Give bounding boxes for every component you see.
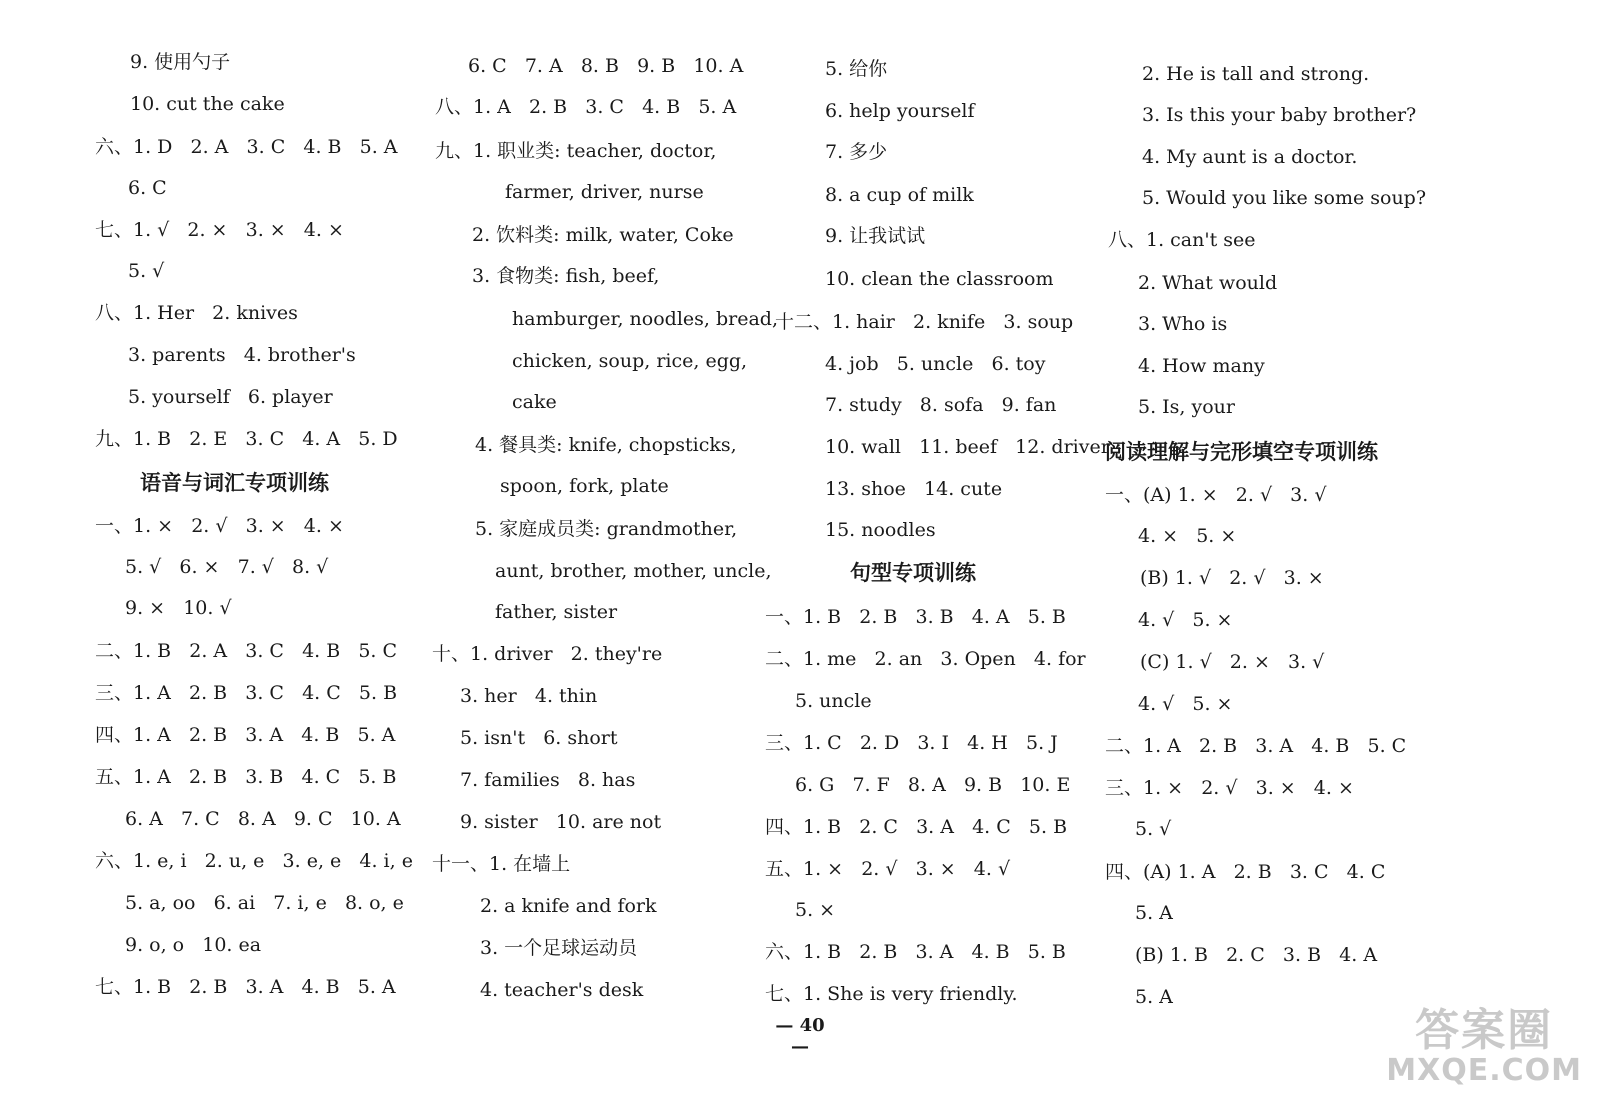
answer-line: 六、1. D 2. A 3. C 4. B 5. A: [95, 136, 398, 158]
answer-line: 四、1. A 2. B 3. A 4. B 5. A: [95, 724, 396, 746]
answer-line: hamburger, noodles, bread,: [512, 308, 778, 330]
answer-line: 3. 食物类: fish, beef,: [472, 265, 660, 287]
answer-line: 4. √ 5. ×: [1138, 693, 1233, 715]
answer-line: 2. a knife and fork: [480, 895, 657, 917]
section-heading: 语音与词汇专项训练: [140, 471, 329, 495]
answer-line: 15. noodles: [825, 519, 936, 541]
answer-line: 三、1. C 2. D 3. I 4. H 5. J: [765, 732, 1058, 754]
answer-line: chicken, soup, rice, egg,: [512, 350, 748, 372]
answer-line: 二、1. B 2. A 3. C 4. B 5. C: [95, 640, 398, 662]
answer-line: 三、1. A 2. B 3. C 4. C 5. B: [95, 682, 398, 704]
answer-line: 10. clean the classroom: [825, 268, 1054, 290]
answer-line: 5. √: [128, 260, 165, 282]
answer-line: 十、1. driver 2. they're: [432, 643, 663, 665]
answer-line: 5. yourself 6. player: [128, 386, 333, 408]
answer-line: 3. parents 4. brother's: [128, 344, 356, 366]
answer-line: cake: [512, 391, 557, 413]
answer-line: 4. My aunt is a doctor.: [1142, 146, 1358, 168]
watermark-url: MXQE.COM: [1386, 1053, 1582, 1088]
answer-line: (C) 1. √ 2. × 3. √: [1140, 651, 1325, 673]
answer-line: 二、1. A 2. B 3. A 4. B 5. C: [1105, 735, 1407, 757]
answer-line: 6. help yourself: [825, 100, 975, 122]
answer-line: 4. √ 5. ×: [1138, 609, 1233, 631]
answer-line: 5. 家庭成员类: grandmother,: [475, 518, 738, 540]
answer-line: 八、1. can't see: [1108, 229, 1256, 251]
answer-line: 五、1. A 2. B 3. B 4. C 5. B: [95, 766, 397, 788]
answer-line: 六、1. e, i 2. u, e 3. e, e 4. i, e: [95, 850, 413, 872]
answer-line: 5. Is, your: [1138, 396, 1235, 418]
answer-line: 5. a, oo 6. ai 7. i, e 8. o, e: [125, 892, 404, 914]
answer-line: 一、1. B 2. B 3. B 4. A 5. B: [765, 606, 1066, 628]
answer-line: 6. C 7. A 8. B 9. B 10. A: [468, 55, 744, 77]
answer-line: 5. √ 6. × 7. √ 8. √: [125, 556, 329, 578]
answer-line: 三、1. × 2. √ 3. × 4. ×: [1105, 777, 1354, 799]
section-heading: 句型专项训练: [850, 561, 976, 585]
answer-line: 十一、1. 在墙上: [432, 853, 571, 875]
answer-line: 5. A: [1135, 902, 1173, 924]
answer-line: 3. her 4. thin: [460, 685, 598, 707]
answer-line: 7. 多少: [825, 141, 888, 163]
answer-line: 十二、1. hair 2. knife 3. soup: [775, 311, 1074, 333]
answer-line: 九、1. 职业类: teacher, doctor,: [435, 140, 717, 162]
answer-line: 4. How many: [1138, 355, 1265, 377]
answer-line: 5. A: [1135, 986, 1173, 1008]
answer-line: (B) 1. √ 2. √ 3. ×: [1140, 567, 1324, 589]
answer-line: 3. Is this your baby brother?: [1142, 104, 1417, 126]
answer-line: father, sister: [495, 601, 618, 623]
answer-line: 4. × 5. ×: [1138, 525, 1237, 547]
answer-line: 7. families 8. has: [460, 769, 636, 791]
answer-line: 2. What would: [1138, 272, 1278, 294]
answer-line: 2. He is tall and strong.: [1142, 63, 1370, 85]
answer-line: 六、1. B 2. B 3. A 4. B 5. B: [765, 941, 1066, 963]
answer-line: 二、1. me 2. an 3. Open 4. for: [765, 648, 1086, 670]
answer-line: 9. 使用勺子: [130, 51, 231, 73]
answer-line: 10. wall 11. beef 12. driver: [825, 436, 1110, 458]
answer-line: 3. 一个足球运动员: [480, 937, 638, 959]
answer-line: 9. 让我试试: [825, 225, 926, 247]
answer-line: 5. isn't 6. short: [460, 727, 618, 749]
answer-line: 8. a cup of milk: [825, 184, 974, 206]
answer-line: 九、1. B 2. E 3. C 4. A 5. D: [95, 428, 398, 450]
watermark-logo-text: 答案圈: [1415, 1005, 1554, 1056]
answer-line: 七、1. B 2. B 3. A 4. B 5. A: [95, 976, 396, 998]
answer-line: spoon, fork, plate: [500, 475, 669, 497]
answer-line: 一、(A) 1. × 2. √ 3. √: [1105, 484, 1327, 506]
answer-line: 七、1. She is very friendly.: [765, 983, 1018, 1005]
answer-line: 5. 给你: [825, 58, 888, 80]
answer-line: 9. o, o 10. ea: [125, 934, 262, 956]
answer-line: 3. Who is: [1138, 313, 1228, 335]
answer-line: 5. uncle: [795, 690, 872, 712]
answer-line: 9. sister 10. are not: [460, 811, 662, 833]
section-heading: 阅读理解与完形填空专项训练: [1105, 440, 1378, 464]
answer-line: 9. × 10. √: [125, 597, 232, 619]
answer-line: 五、1. × 2. √ 3. × 4. √: [765, 858, 1011, 880]
answer-line: 八、1. Her 2. knives: [95, 302, 298, 324]
answer-line: 5. ×: [795, 899, 836, 921]
answer-line: 5. Would you like some soup?: [1142, 187, 1427, 209]
answer-line: 四、(A) 1. A 2. B 3. C 4. C: [1105, 861, 1386, 883]
answer-line: 4. job 5. uncle 6. toy: [825, 353, 1046, 375]
answer-line: 10. cut the cake: [130, 93, 285, 115]
answer-line: 八、1. A 2. B 3. C 4. B 5. A: [435, 96, 737, 118]
answer-line: 一、1. × 2. √ 3. × 4. ×: [95, 515, 344, 537]
answer-line: 6. G 7. F 8. A 9. B 10. E: [795, 774, 1071, 796]
answer-line: aunt, brother, mother, uncle,: [495, 560, 772, 582]
answer-line: farmer, driver, nurse: [505, 181, 704, 203]
answer-line: 2. 饮料类: milk, water, Coke: [472, 224, 734, 246]
answer-line: 5. √: [1135, 818, 1172, 840]
answer-line: 4. teacher's desk: [480, 979, 644, 1001]
answer-line: 七、1. √ 2. × 3. × 4. ×: [95, 219, 344, 241]
answer-line: 四、1. B 2. C 3. A 4. C 5. B: [765, 816, 1068, 838]
watermark-logo: [1386, 1007, 1582, 1087]
answer-line: (B) 1. B 2. C 3. B 4. A: [1135, 944, 1378, 966]
page-number: — 40 —: [775, 1015, 825, 1057]
answer-line: 13. shoe 14. cute: [825, 478, 1003, 500]
answer-line: 6. C: [128, 177, 167, 199]
answer-line: 4. 餐具类: knife, chopsticks,: [475, 434, 737, 456]
answer-line: 7. study 8. sofa 9. fan: [825, 394, 1057, 416]
answer-line: 6. A 7. C 8. A 9. C 10. A: [125, 808, 401, 830]
